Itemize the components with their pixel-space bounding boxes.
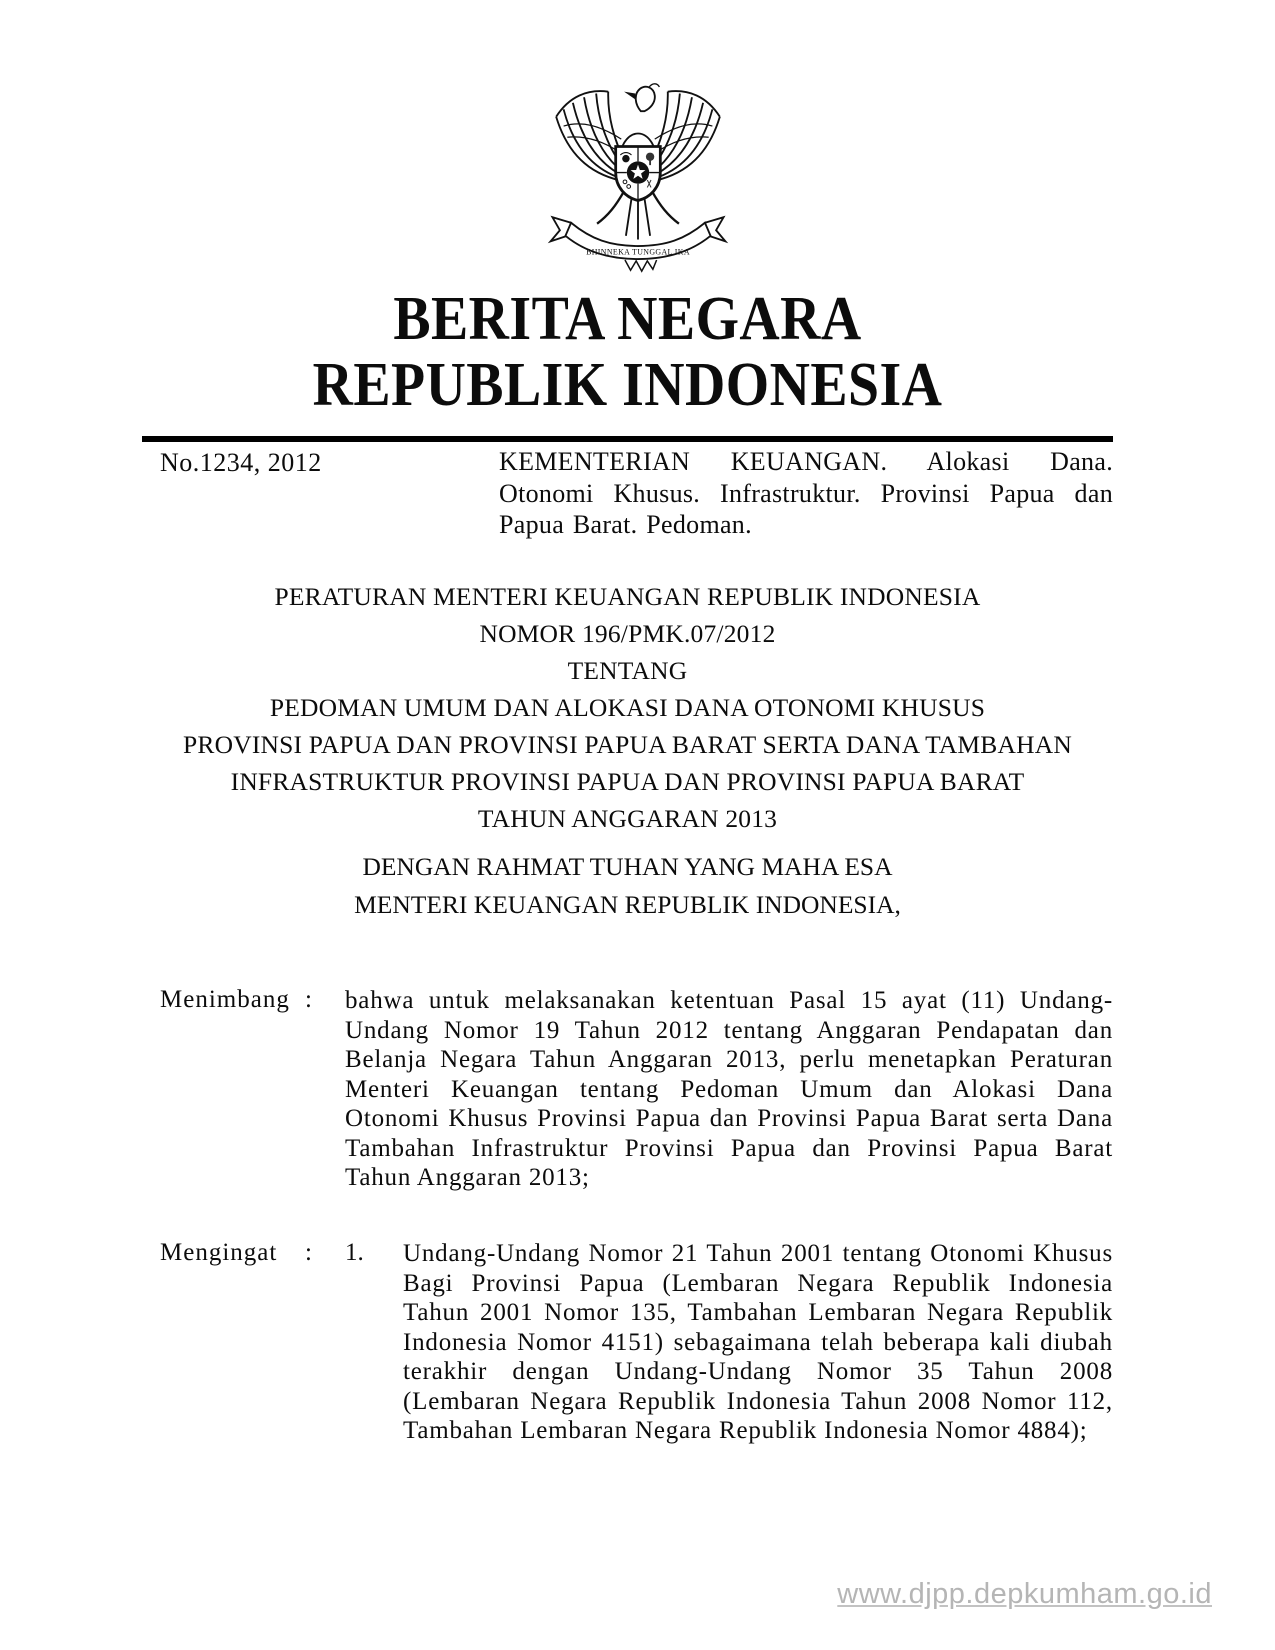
masthead-title-line1: BERITA NEGARA [393, 285, 862, 353]
regulation-heading [142, 578, 1113, 837]
legal-basis-colon: : [305, 1239, 312, 1266]
masthead-title-line2: REPUBLIK INDONESIA [312, 351, 943, 419]
invocation-line: DENGAN RAHMAT TUHAN YANG MAHA ESA [362, 852, 893, 881]
garuda-emblem-icon [545, 80, 731, 280]
regulation-heading-line: TENTANG [567, 656, 688, 685]
regulation-heading-line: PROVINSI PAPUA DAN PROVINSI PAPUA BARAT SERTA DANA TAMBAHAN [183, 730, 1072, 759]
regulation-heading-line: TAHUN ANGGARAN 2013 [477, 804, 778, 833]
considerations-colon: : [305, 986, 312, 1013]
regulation-heading-line: PERATURAN MENTERI KEUANGAN REPUBLIK INDONESIA [274, 582, 981, 611]
considerations-text: bahwa untuk melaksanakan ketentuan Pasal 15 ayat (11) Undang-Undang Nomor 19 Tahun 2012 tentang Anggaran Pendapatan dan Belanja Negara Tahun Anggaran 2013, perlu menetapkan Peraturan Menteri Keuangan tentang Pedoman Umum dan Alokasi Dana Otonomi Khusus Provinsi Papua dan Provinsi Papua Barat serta Dana Tambahan Infrastruktur Provinsi Papua dan Provinsi Papua Barat Tahun Anggaran 2013; [345, 987, 1113, 1191]
legal-basis-label: Mengingat [160, 1239, 278, 1266]
considerations-label: Menimbang [160, 986, 290, 1013]
regulation-heading-line: NOMOR 196/PMK.07/2012 [479, 619, 776, 648]
masthead-title [191, 286, 1065, 418]
legal-basis-item-number: 1. [345, 1239, 364, 1266]
authority-line: MENTERI KEUANGAN REPUBLIK INDONESIA, [354, 890, 901, 919]
regulation-heading-line: INFRASTRUKTUR PROVINSI PAPUA DAN PROVINSI PAPUA BARAT [230, 767, 1025, 796]
gazette-number: No.1234, 2012 [160, 448, 322, 477]
watermark-url: www.djpp.depkumham.go.id [837, 1578, 1212, 1610]
legal-basis-item-text: Undang-Undang Nomor 21 Tahun 2001 tentang Otonomi Khusus Bagi Provinsi Papua (Lembaran Negara Republik Indonesia Tahun 2001 Nomor 135, Tambahan Lembaran Negara Republik Indonesia Nomor 4151) sebagaimana telah beberapa kali diubah terakhir dengan Undang-Undang Nomor 35 Tahun 2008 (Lembaran Negara Republik Indonesia Tahun 2008 Nomor 112, Tambahan Lembaran Negara Republik Indonesia Nomor 4884); [403, 1240, 1113, 1444]
emblem-motto-text: BHINNEKA TUNGGAL IKA [586, 247, 690, 257]
regulation-heading-line: PEDOMAN UMUM DAN ALOKASI DANA OTONOMI KHUSUS [269, 693, 986, 722]
gazette-subject: KEMENTERIAN KEUANGAN. Alokasi Dana. Otonomi Khusus. Infrastruktur. Provinsi Papua dan Papua Barat. Pedoman. [499, 447, 1113, 539]
masthead-divider-rule [142, 436, 1113, 442]
